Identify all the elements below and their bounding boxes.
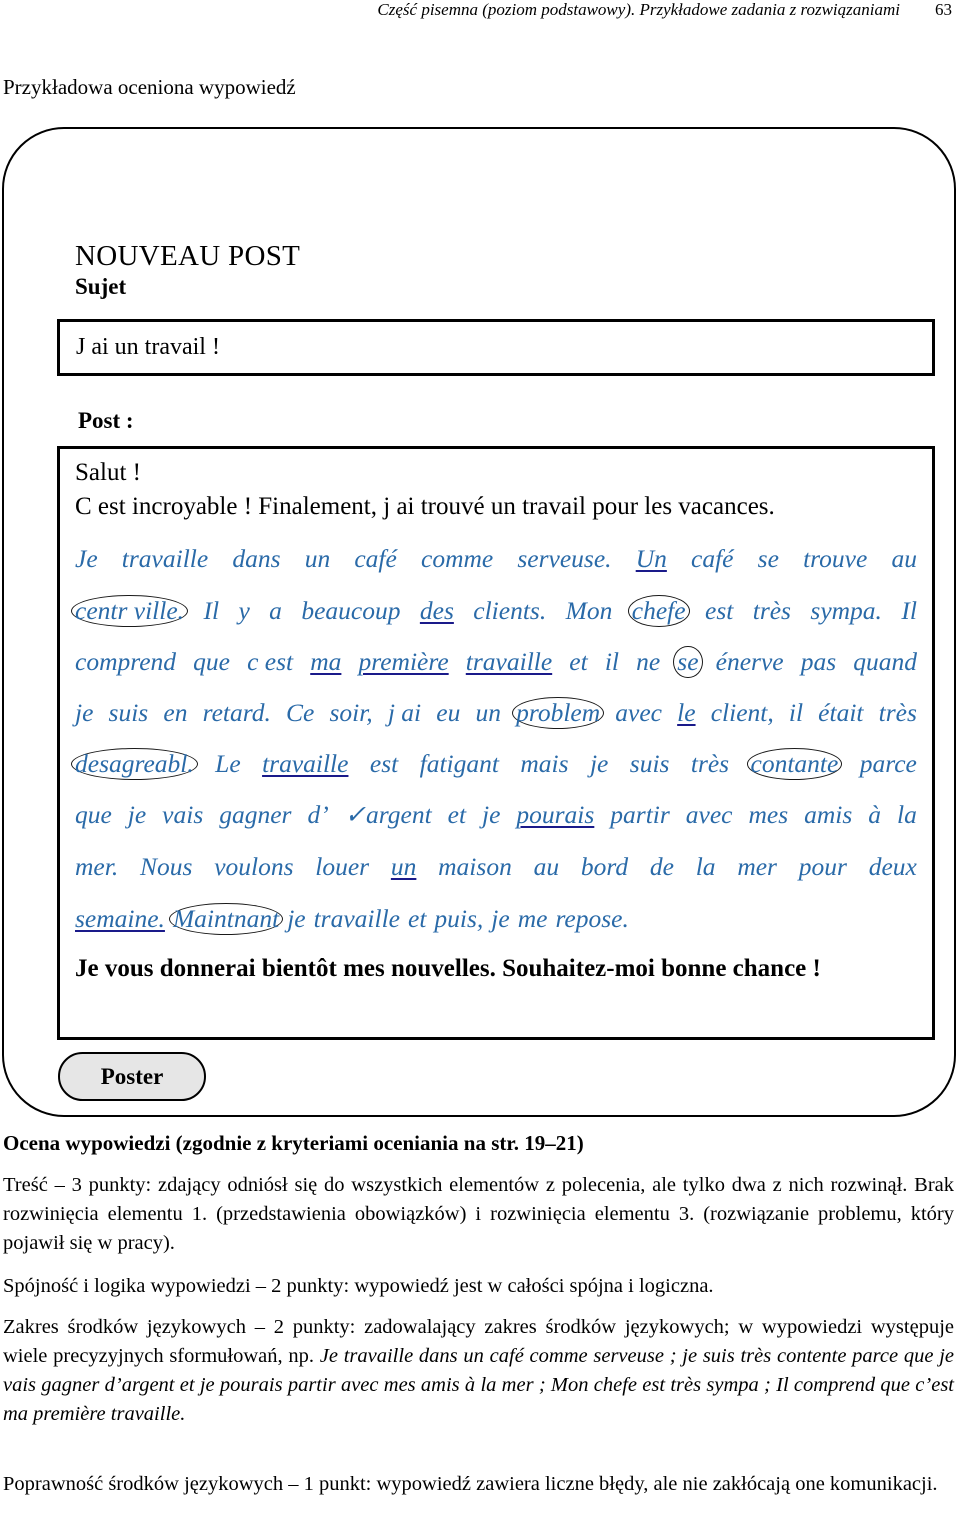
page-header [0,0,960,22]
subject-field[interactable] [57,319,935,376]
subject-value: J ai un travail ! [76,334,220,360]
evaluation-tresc: Treść – 3 punkty: zdający odniósł się do wszystkich elementów z polecenia, ale tylko dwa z nich rozwinął. Brak rozwinięcia elementu 1. (przedstawienia obowiązków) i rozwinięcia elementu 3. (rozwiązanie problemu, który pojawił się w pracy). [3,1174,954,1254]
evaluation-examples: Je travaille dans un café comme serveuse ; je suis très contente parce que je vais gagner d’argent et je pourais partir avec mes amis à la mer ; Mon chefe est très sympa ; Il comprend que c’est ma première travaille. [3,1345,954,1425]
post-textarea[interactable] [57,446,935,1040]
error-mark: travaille [465,647,553,676]
error-circle: problem [512,697,604,729]
error-mark: le [677,698,696,727]
evaluation-title: Ocena wypowiedzi (zgodnie z kryteriami oceniania na str. 19–21) [3,1131,584,1155]
poster-button[interactable]: Poster [58,1052,206,1101]
post-line-1: Salut ! [75,459,141,486]
handwritten-line-1: Je travaille dans un café comme serveuse. Un café se trouve au [75,544,917,573]
handwritten-line-2: centr ville. Il y a beaucoup des clients. Mon chefe est très sympa. Il [75,595,917,627]
form-title: NOUVEAU POST [75,240,301,272]
post-closing: Je vous donnerai bientôt mes nouvelles. Souhaitez-moi bonne chance ! [75,955,821,982]
section-title: Przykładowa oceniona wypowiedź [3,75,296,99]
evaluation-poprawnosc: Poprawność środków językowych – 1 punkt: wypowiedź zawiera liczne błędy, ale nie zakłócają one komunikacji. [3,1473,938,1495]
handwritten-line-8: semaine. Maintnant je travaille et puis, je me repose. [75,904,629,933]
error-circle: se [673,646,702,678]
evaluation-spojnosc: Spójność i logika wypowiedzi – 2 punkty: wypowiedź jest w całości spójna i logiczna. [3,1275,714,1297]
error-mark: pourais [516,800,595,829]
page-number: 63 [935,0,952,19]
error-mark: travaille [262,749,349,778]
subject-label: Sujet [75,274,127,299]
handwritten-line-7: mer. Nous voulons louer un maison au bord de la mer pour deux [75,852,917,881]
error-circle: centr ville. [71,595,188,627]
error-mark: des [419,596,454,625]
error-mark: Un [635,544,667,573]
post-line-2: C est incroyable ! Finalement, j ai trouvé un travail pour les vacances. [75,493,775,520]
error-mark: semaine. [75,904,165,933]
error-circle: Maintnant [169,903,283,935]
error-mark: un [390,852,417,881]
evaluation-zakres: Zakres środków językowych – 2 punkty: zadowalający zakres środków językowych; w wypowiedzi występuje wiele precyzyjnych sformułowań, np. Je travaille dans un café comme serveuse ; je suis très contente parce que je vais gagner d’argent et je pourais partir avec mes amis à la mer ; Mon chefe est très sympa ; Il comprend que c’est ma première travaille. [3,1316,954,1425]
handwritten-line-4: je suis en retard. Ce soir, j ai eu un problem avec le client, il était très [75,698,917,727]
handwritten-line-5: desagreabl. Le travaille est fatigant mais je suis très contante parce [75,748,917,780]
error-mark: ma [310,647,342,676]
error-circle: chefe [628,595,690,627]
handwritten-line-3: comprend que c est ma première travaille et il ne se énerve pas quand [75,647,917,676]
post-label: Post : [78,408,134,433]
error-circle: contante [747,748,843,780]
error-circle: desagreabl. [71,748,198,780]
handwritten-line-6: que je vais gagner d’ ✓argent et je pourais partir avec mes amis à la [75,800,917,829]
error-mark: première [358,647,449,676]
header-title: Część pisemna (poziom podstawowy). Przykładowe zadania z rozwiązaniami [377,0,900,19]
